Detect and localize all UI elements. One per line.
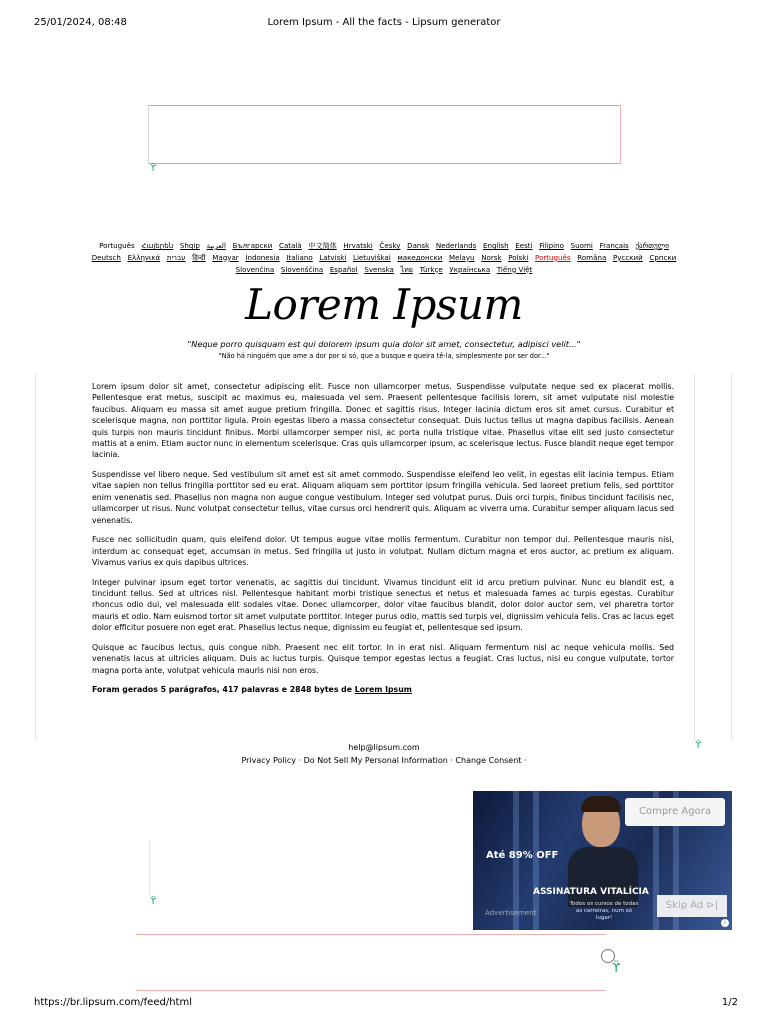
- skip-ad-button[interactable]: Skip Ad ⊳|: [657, 895, 727, 917]
- ad-headline: ASSINATURA VITALÍCIA: [533, 887, 649, 897]
- language-link[interactable]: Deutsch: [91, 252, 121, 262]
- language-link[interactable]: Ελληνικά: [127, 252, 161, 262]
- lorem-paragraph: Quisque ac faucibus lectus, quis congue nibh. Praesent nec elit tortor. In in erat nisl. Aliquam fermentum nisl ac neque vehicula mollis. Sed venenatis lacus at ultricies aliquam. Duis ac luctus turpis. Quisque tempor egestas lectus a feugiat. Cras luctus, nisi eu congue vulputate, tortor magna porta ante, volutpat vehicula mauris nisi non eros.: [92, 642, 674, 675]
- language-link[interactable]: 中文简体: [308, 241, 337, 250]
- language-link[interactable]: ქართული: [635, 241, 669, 250]
- ad-choices-icon[interactable]: ϔ: [612, 961, 621, 975]
- print-date: 25/01/2024, 08:48: [34, 17, 127, 28]
- language-link[interactable]: Nederlands: [435, 241, 477, 250]
- print-page-title: Lorem Ipsum - All the facts - Lipsum generator: [267, 17, 501, 28]
- language-link[interactable]: עברית: [166, 252, 186, 262]
- quote-translation: "Não há ninguém que ame a dor por si só, que a busque e queira tê-la, simplesmente por ser dor...": [218, 352, 550, 360]
- language-link[interactable]: Lietuviškai: [353, 252, 391, 262]
- language-link[interactable]: Hrvatski: [343, 241, 373, 250]
- print-page-number: 1/2: [721, 997, 738, 1008]
- ad-info-icon[interactable]: i: [721, 919, 729, 927]
- generated-lorem-text: [92, 381, 674, 696]
- language-link[interactable]: English: [482, 241, 509, 250]
- ad-discount-text: Até 89% OFF: [486, 850, 559, 861]
- language-link[interactable]: Türkçe: [419, 264, 443, 274]
- language-link[interactable]: Melayu: [449, 252, 475, 262]
- language-link[interactable]: Slovenčina: [235, 264, 275, 274]
- language-link[interactable]: Svenska: [364, 264, 394, 274]
- language-link[interactable]: Português: [534, 252, 571, 262]
- language-link[interactable]: Español: [329, 264, 358, 274]
- ad-choices-icon[interactable]: ϔ: [150, 897, 157, 907]
- ad-choices-icon[interactable]: ϔ: [695, 741, 702, 751]
- footer-consent-links[interactable]: Privacy Policy · Do Not Sell My Personal Information · Change Consent ·: [241, 756, 527, 765]
- language-link[interactable]: Pyccкий: [612, 252, 643, 262]
- site-title: Lorem Ipsum: [245, 280, 523, 329]
- language-link[interactable]: Tiếng Việt: [496, 264, 533, 274]
- right-ad-rail-outer: [731, 374, 732, 740]
- lorem-paragraph: Integer pulvinar ipsum eget tortor venenatis, ac sagittis dui tincidunt. Vivamus tincidunt elit id arcu pretium pulvinar. Nunc eu blandit est, a tincidunt tellus. Sed at ultrices nisl. Pellentesque habitant morbi tristique senectus et netus et malesuada fames ac turpis egestas. Curabitur rhoncus odio dui, vel malesuada elit sodales vitae. Donec ullamcorper, dolor vitae faucibus blandit, dolor dolor auctor sem, vel pharetra tortor mauris et odio. Nam euismod tortor sit amet vulputate porttitor. Integer purus odio, mattis sed turpis vel, dignissim vehicula felis. Cras ac lacus eget dolor efficitur posuere non eget erat. Phasellus lectus neque, dignissim eu feugiat et, pellentesque sed ipsum.: [92, 577, 674, 633]
- language-link[interactable]: ไทย: [400, 264, 413, 274]
- language-link[interactable]: Polski: [508, 252, 529, 262]
- language-link[interactable]: Català: [279, 241, 302, 250]
- language-link[interactable]: Italiano: [286, 252, 313, 262]
- language-link[interactable]: Dansk: [407, 241, 430, 250]
- language-link[interactable]: العربية: [206, 241, 226, 250]
- lorem-paragraph: Suspendisse vel libero neque. Sed vestibulum sit amet est sit amet commodo. Suspendisse eleifend leo velit, in egestas elit lacinia tempus. Etiam vitae sapien non tellus fringilla porttitor sed eu erat. Aliquam aliquam sem porttitor ipsum fringilla vehicula. Sed laoreet pretium felis, sed porttitor enim venenatis sed. Phasellus non magna non augue congue vestibulum. Integer sed volutpat purus. Duis orci turpis, finibus tincidunt facilisis nec, ullamcorper ut risus. Nunc volutpat consectetur tellus, vitae cursus orci hendrerit quis. Aliquam ac viverra urna. Curabitur semper aliquam lacus sed venenatis.: [92, 470, 674, 525]
- print-url: https://br.lipsum.com/feed/html: [34, 997, 192, 1008]
- language-link[interactable]: Српски: [649, 252, 677, 262]
- generation-summary-text: Foram gerados 5 parágrafos, 417 palavras e 2848 bytes de: [92, 685, 355, 695]
- language-link[interactable]: Suomi: [570, 241, 593, 250]
- top-ad-banner[interactable]: [148, 105, 621, 164]
- ad-choices-icon[interactable]: ϔ: [150, 164, 157, 174]
- language-link[interactable]: Eesti: [515, 241, 533, 250]
- advertisement-label: Advertisement: [485, 909, 537, 917]
- language-link[interactable]: Français: [599, 241, 629, 250]
- language-link[interactable]: Українська: [449, 264, 491, 274]
- right-ad-rail-inner: [694, 374, 695, 740]
- lorem-paragraph: Fusce nec sollicitudin quam, quis eleifend dolor. Ut tempus augue vitae mollis fermentum. Curabitur non tempor dui. Pellentesque mauris nisi, interdum ac consequat eget, accumsan in metus. Sed fringilla ut justo in volutpat. Nullam dictum magna et eros auctor, ac pretium ex aliquam. Vivamus varius ex quis dapibus ultrices.: [92, 535, 674, 568]
- language-link[interactable]: Latviski: [319, 252, 347, 262]
- language-link[interactable]: Shqip: [179, 241, 200, 250]
- language-link[interactable]: Česky: [379, 241, 401, 250]
- language-link[interactable]: Slovenščina: [280, 264, 324, 274]
- latin-quote: "Neque porro quisquam est qui dolorem ipsum quia dolor sit amet, consectetur, adipisci velit...": [187, 339, 581, 349]
- language-link[interactable]: Filipino: [539, 241, 564, 250]
- contact-email-link[interactable]: help@lipsum.com: [348, 743, 420, 752]
- generation-summary: [92, 684, 674, 695]
- lower-ad-rail: [149, 840, 150, 895]
- language-link[interactable]: Norsk: [481, 252, 502, 262]
- video-ad-player[interactable]: [473, 791, 732, 930]
- language-link[interactable]: Հայերեն: [141, 241, 174, 250]
- language-link[interactable]: македонски: [397, 252, 443, 262]
- left-ad-rail: [35, 374, 36, 740]
- lorem-paragraph: Lorem ipsum dolor sit amet, consectetur adipiscing elit. Fusce non ullamcorper metus. Suspendisse vulputate neque sed ex placerat mollis. Pellentesque erat metus, suscipit ac maximus eu, malesuada vel sem. Praesent pellentesque facilisis lorem, sit amet vulputate nisl molestie faucibus. Aliquam eu massa sit amet augue pretium fringilla. Donec et sagittis risus. Integer lacinia dictum eros sit amet cursus. Curabitur et scelerisque magna, non porttitor ligula. Proin egestas libero a massa consectetur consequat. Duis luctus tellus ut magna dapibus facilisis. Aenean quis turpis non mauris tincidunt finibus. Morbi ullamcorper semper nisl, ac porta nulla tristique vitae. Phasellus vitae elit sed justo consectetur mattis at a enim. Etiam auctor nunc in elementum scelerisque. Cras quis ullamcorper ipsum, ac scelerisque lectus. Fusce blandit neque eget tempor lacinia.: [92, 382, 674, 460]
- language-link[interactable]: Româna: [577, 252, 607, 262]
- language-link[interactable]: Български: [232, 241, 273, 250]
- buy-now-button[interactable]: Compre Agora: [625, 798, 725, 826]
- ad-subline: Todos os cursos de todas as carreiras, num só lugar!: [569, 901, 639, 921]
- language-link[interactable]: Português: [99, 241, 135, 250]
- language-link[interactable]: हिन्दी: [192, 252, 206, 262]
- bottom-ad-banner[interactable]: [136, 934, 606, 991]
- language-link[interactable]: Magyar: [212, 252, 239, 262]
- language-selector: [88, 240, 680, 275]
- lorem-ipsum-link[interactable]: Lorem Ipsum: [354, 685, 412, 695]
- language-link[interactable]: Indonesia: [245, 252, 280, 262]
